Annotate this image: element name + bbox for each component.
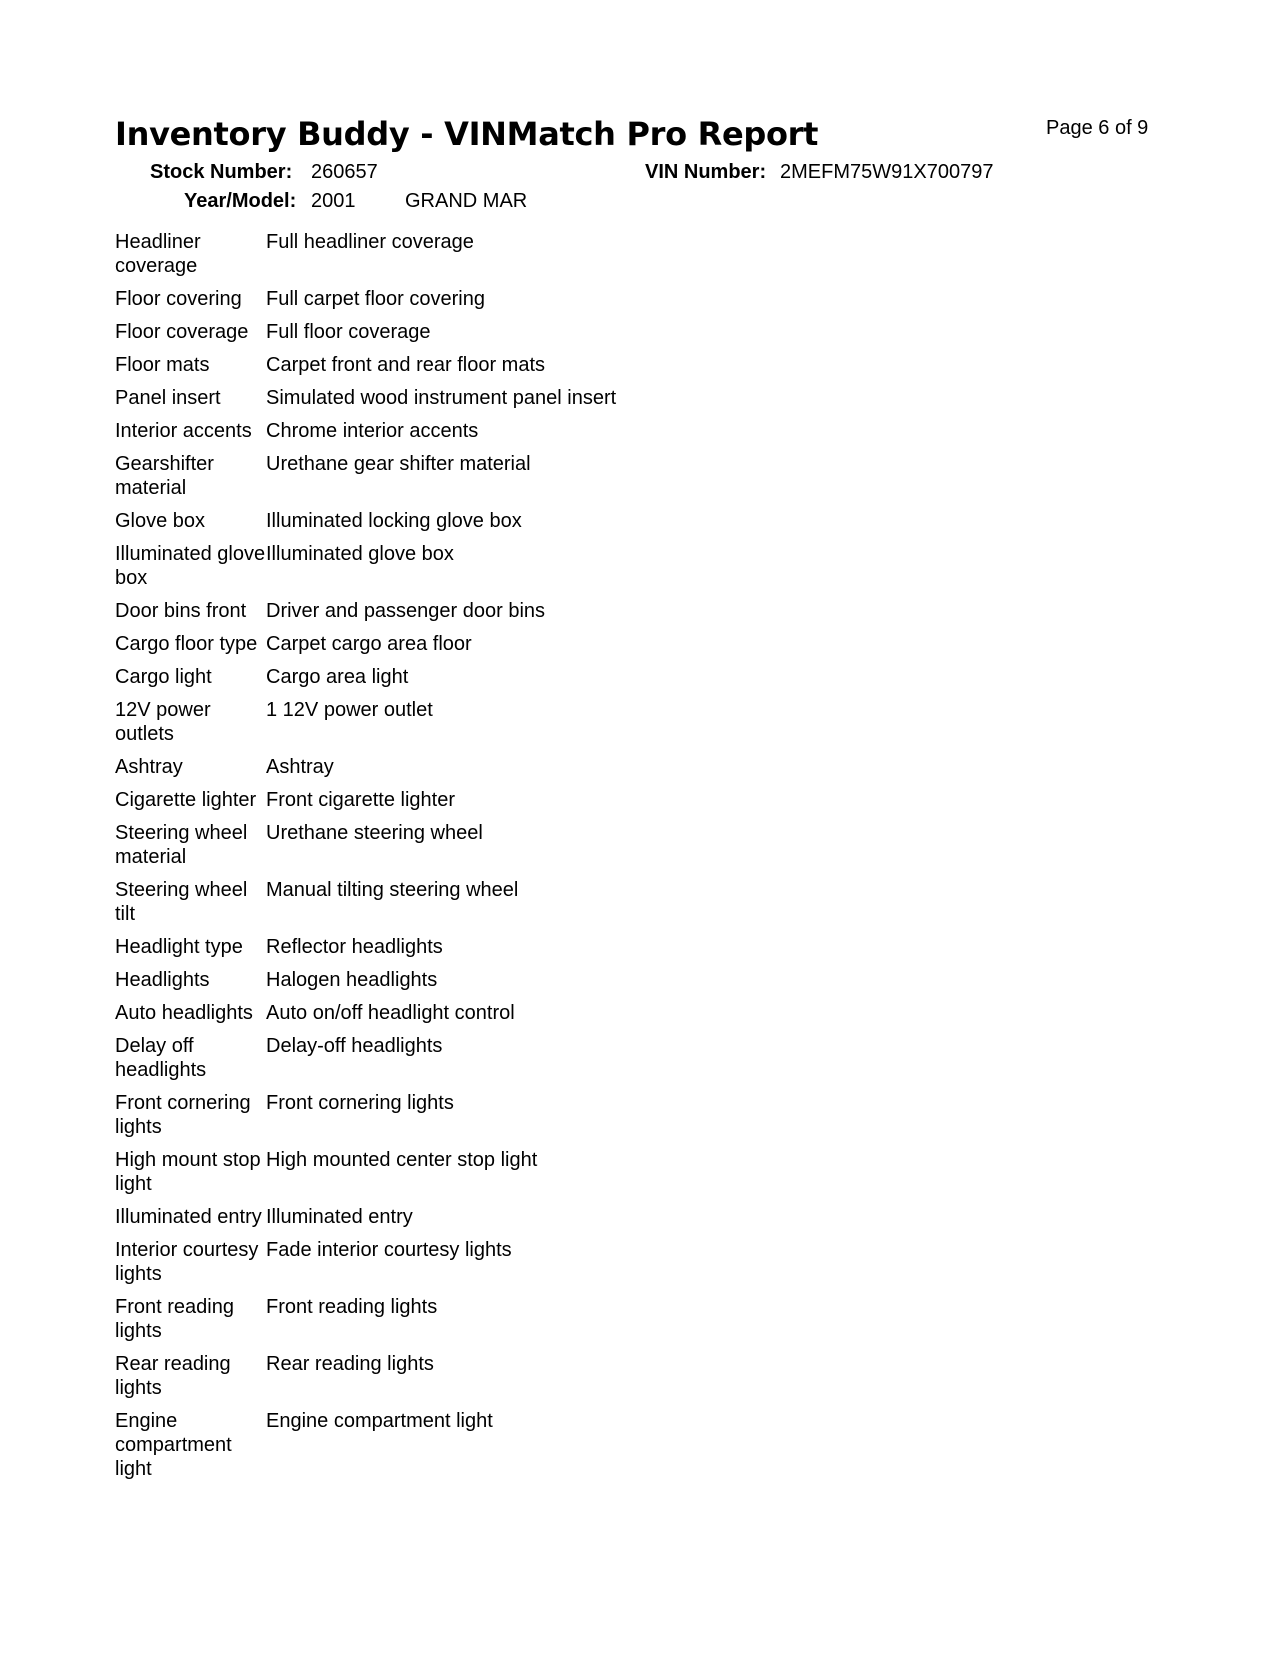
spec-value: High mounted center stop light (266, 1149, 538, 1171)
spec-name: Interior accents (115, 420, 252, 442)
spec-row (115, 1001, 616, 1034)
spec-value: Urethane steering wheel (266, 822, 483, 844)
spec-row (115, 1091, 616, 1148)
spec-value: Front cornering lights (266, 1092, 454, 1114)
spec-table (115, 230, 616, 1490)
spec-row (115, 788, 616, 821)
spec-name: Engine compartment light (115, 1410, 232, 1480)
spec-row (115, 353, 616, 386)
vin-number-label: VIN Number: (645, 161, 767, 183)
spec-name: Headlights (115, 969, 210, 991)
spec-row (115, 632, 616, 665)
spec-table-body (115, 230, 616, 1490)
spec-row (115, 542, 616, 599)
spec-name: Cigarette lighter (115, 789, 257, 811)
spec-row (115, 1148, 616, 1205)
spec-row (115, 665, 616, 698)
spec-value: Carpet cargo area floor (266, 633, 472, 655)
spec-name: Auto headlights (115, 1002, 253, 1024)
spec-row (115, 599, 616, 632)
vin-number-value: 2MEFM75W91X700797 (780, 161, 994, 183)
spec-value: Full carpet floor covering (266, 288, 485, 310)
spec-value: Ashtray (266, 756, 334, 778)
stock-number-value: 260657 (311, 161, 378, 183)
spec-name: Glove box (115, 510, 206, 532)
spec-name: Ashtray (115, 756, 183, 778)
spec-row (115, 320, 616, 353)
spec-name: Delay off headlights (115, 1035, 207, 1081)
spec-value: Rear reading lights (266, 1353, 434, 1375)
spec-value: Carpet front and rear floor mats (266, 354, 546, 376)
spec-name: Illuminated entry (115, 1206, 262, 1228)
spec-row (115, 509, 616, 542)
spec-row (115, 698, 616, 755)
spec-name: 12V power outlets (115, 699, 211, 745)
spec-row (115, 230, 616, 287)
spec-row (115, 755, 616, 788)
spec-name: Floor mats (115, 354, 210, 376)
spec-row (115, 1238, 616, 1295)
spec-value: Illuminated entry (266, 1206, 413, 1228)
spec-value: Front reading lights (266, 1296, 438, 1318)
spec-name: High mount stop light (115, 1149, 261, 1195)
spec-name: Headlight type (115, 936, 243, 958)
model-value: GRAND MAR (405, 190, 528, 212)
spec-value: Halogen headlights (266, 969, 438, 991)
spec-value: Chrome interior accents (266, 420, 479, 442)
spec-name: Cargo light (115, 666, 212, 688)
spec-value: Simulated wood instrument panel insert (266, 387, 617, 409)
year-model-label: Year/Model: (184, 190, 297, 212)
report-title: Inventory Buddy - VINMatch Pro Report (115, 115, 819, 153)
page-indicator: Page 6 of 9 (1046, 117, 1149, 139)
spec-value: Urethane gear shifter material (266, 453, 531, 475)
spec-row (115, 821, 616, 878)
spec-value: Auto on/off headlight control (266, 1002, 515, 1024)
spec-row (115, 935, 616, 968)
spec-name: Steering wheel material (115, 822, 248, 868)
spec-name: Rear reading lights (115, 1353, 231, 1399)
spec-name: Interior courtesy lights (115, 1239, 259, 1285)
spec-row (115, 419, 616, 452)
spec-row (115, 968, 616, 1001)
spec-value: 1 12V power outlet (266, 699, 433, 721)
spec-row (115, 1034, 616, 1091)
spec-value: Front cigarette lighter (266, 789, 455, 811)
spec-name: Steering wheel tilt (115, 879, 248, 925)
spec-name: Floor covering (115, 288, 242, 310)
spec-name: Floor coverage (115, 321, 249, 343)
spec-value: Cargo area light (266, 666, 409, 688)
spec-row (115, 878, 616, 935)
spec-row (115, 452, 616, 509)
spec-value: Driver and passenger door bins (266, 600, 546, 622)
spec-value: Delay-off headlights (266, 1035, 443, 1057)
spec-name: Front reading lights (115, 1296, 234, 1342)
year-value: 2001 (311, 190, 356, 212)
spec-row (115, 1352, 616, 1409)
spec-name: Illuminated glove box (115, 543, 266, 589)
spec-name: Gearshifter material (115, 453, 214, 499)
spec-name: Front cornering lights (115, 1092, 251, 1138)
spec-value: Illuminated glove box (266, 543, 454, 565)
spec-name: Headliner coverage (115, 231, 201, 277)
stock-number-label: Stock Number: (150, 161, 293, 183)
spec-name: Panel insert (115, 387, 221, 409)
spec-value: Engine compartment light (266, 1410, 493, 1432)
spec-row (115, 1205, 616, 1238)
spec-value: Fade interior courtesy lights (266, 1239, 512, 1261)
spec-row (115, 1409, 616, 1490)
spec-name: Cargo floor type (115, 633, 258, 655)
spec-value: Full floor coverage (266, 321, 431, 343)
spec-value: Reflector headlights (266, 936, 443, 958)
spec-row (115, 386, 616, 419)
spec-value: Full headliner coverage (266, 231, 474, 253)
spec-value: Manual tilting steering wheel (266, 879, 519, 901)
spec-name: Door bins front (115, 600, 247, 622)
spec-value: Illuminated locking glove box (266, 510, 522, 532)
spec-row (115, 1295, 616, 1352)
spec-row (115, 287, 616, 320)
